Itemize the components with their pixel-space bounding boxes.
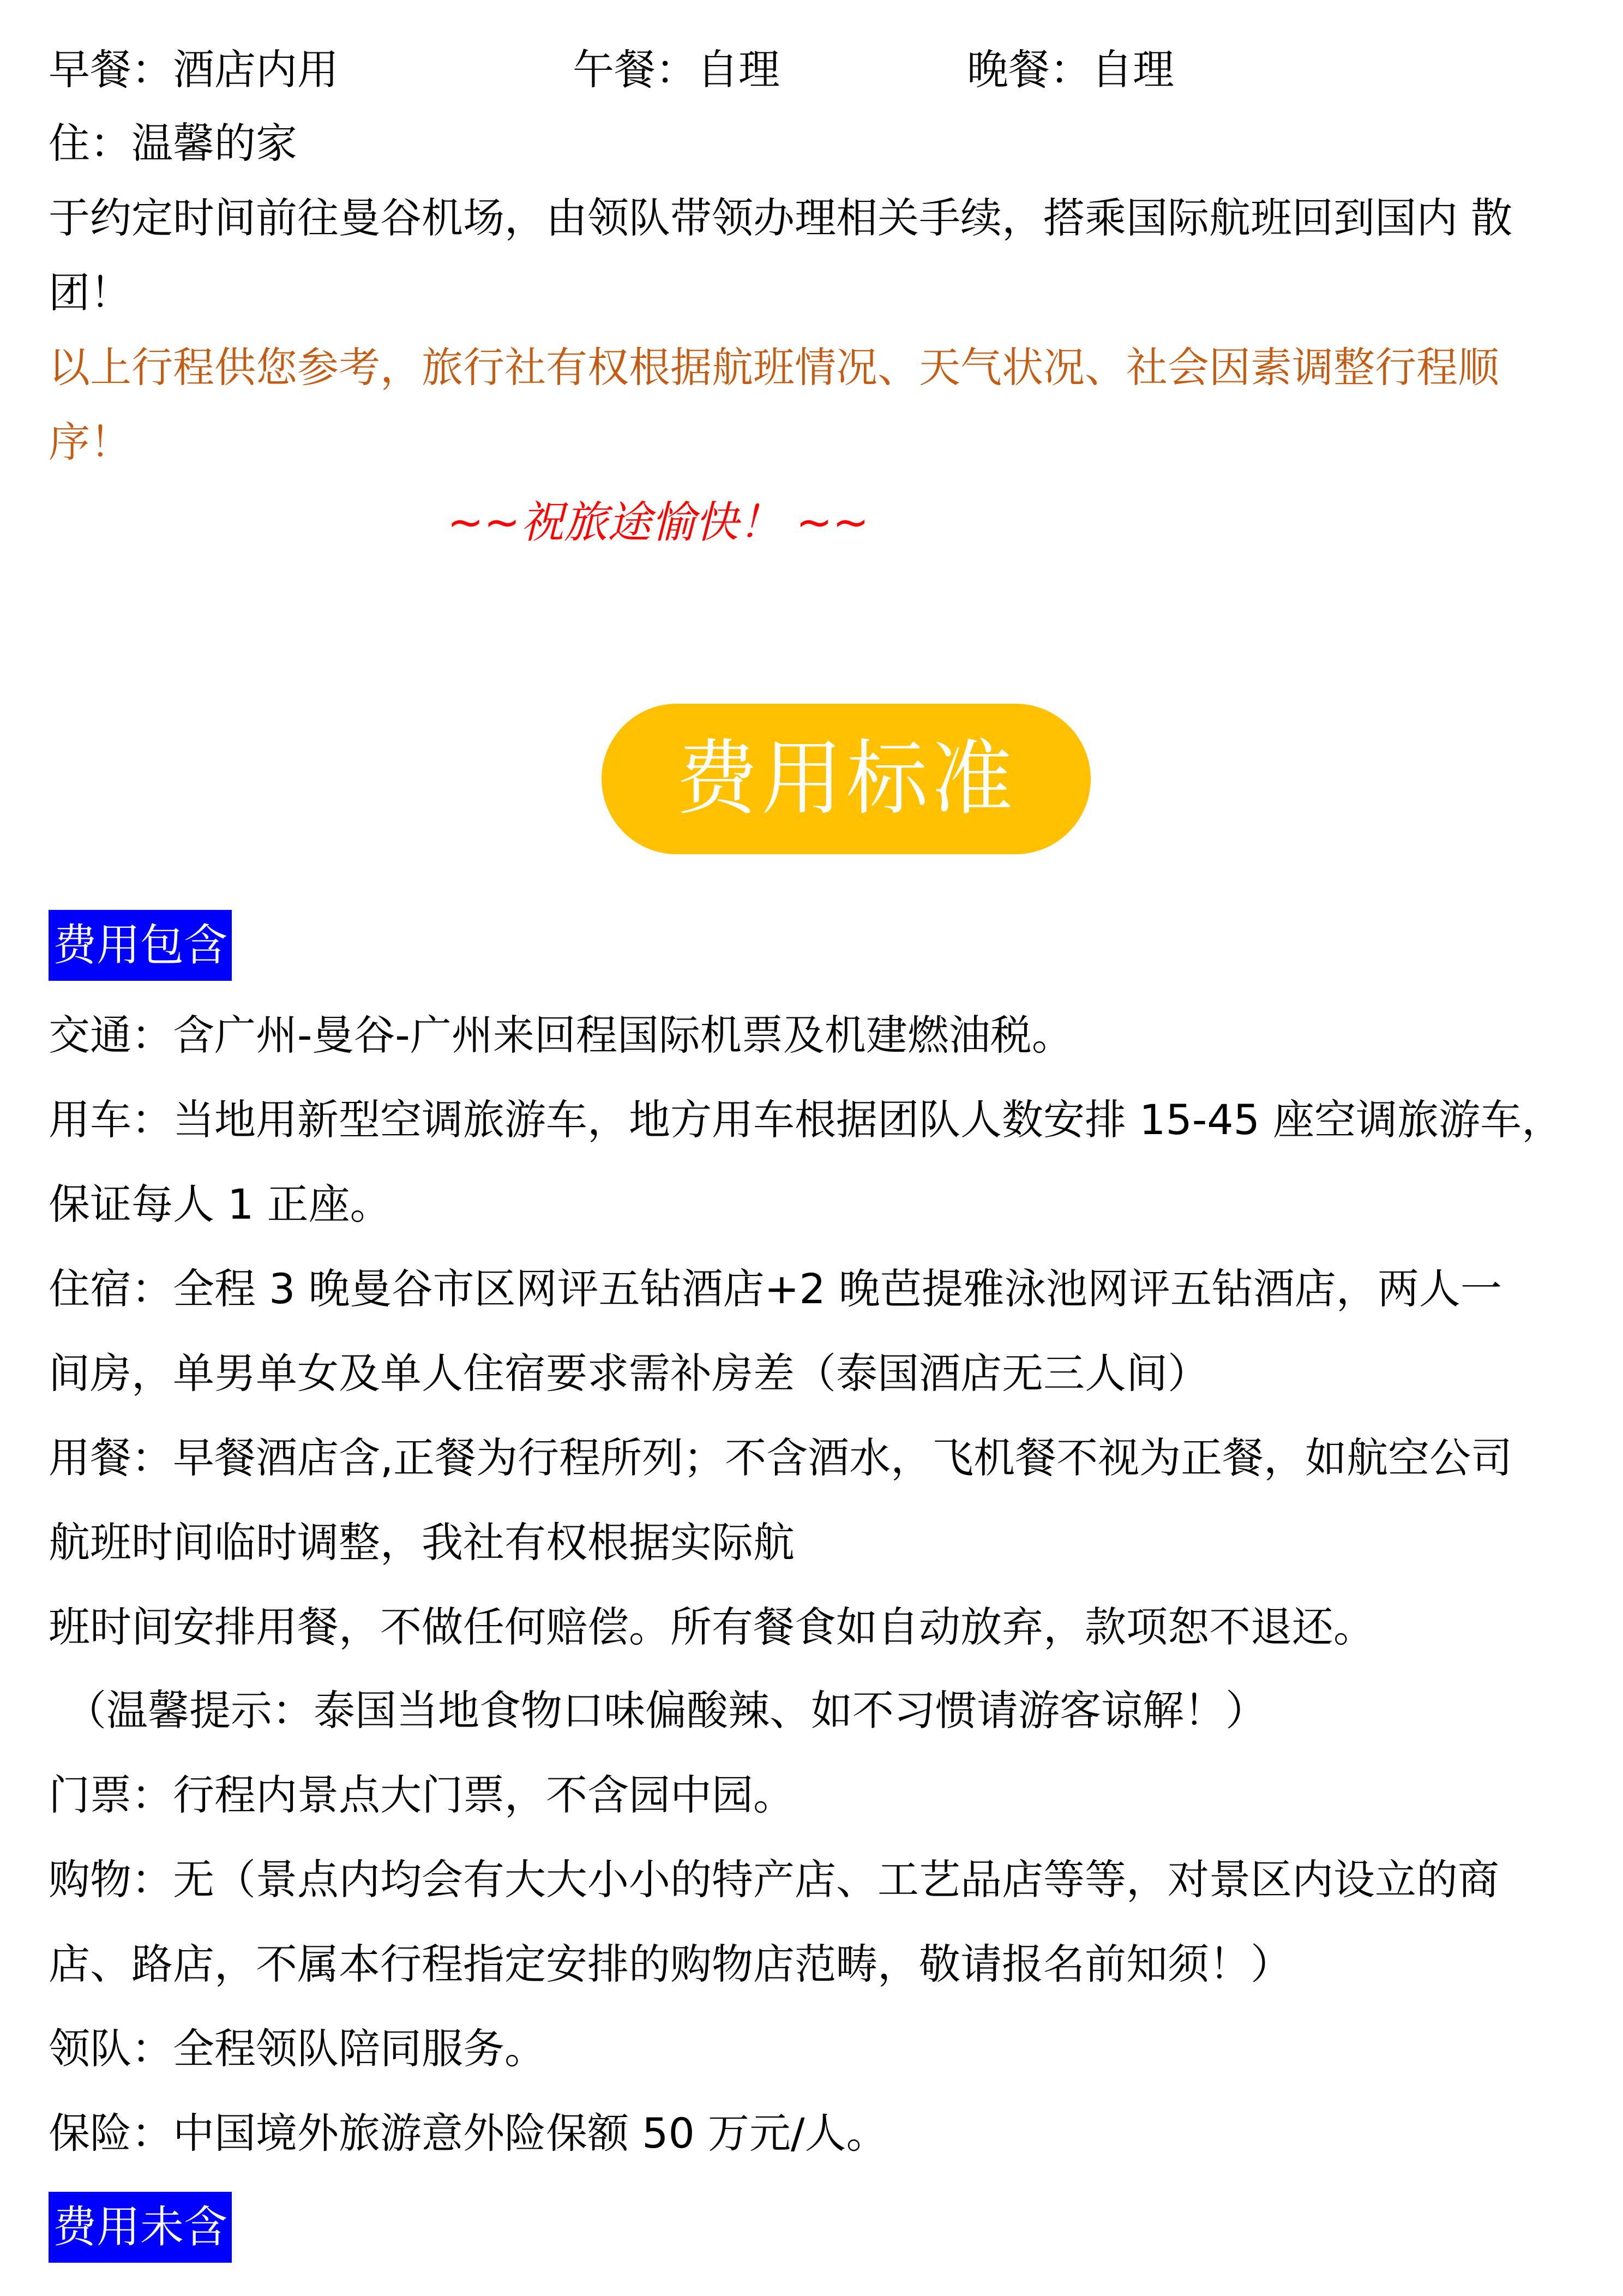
excluded-section-label: 费用未含 xyxy=(49,2192,232,2263)
included-line-meals-cont-2: 班时间安排用餐，不做任何赔偿。所有餐食如自动放弃，款项恕不退还。 xyxy=(49,1603,1375,1651)
included-section-label: 费用包含 xyxy=(49,910,232,981)
day-description-line-2: 团！ xyxy=(49,268,131,317)
included-line-hotel-cont: 间房，单男单女及单人住宿要求需补房差（泰国酒店无三人间） xyxy=(49,1349,1209,1398)
notice-line-1: 以上行程供您参考，旅行社有权根据航班情况、天气状况、社会因素调整行程顺 xyxy=(49,343,1499,392)
included-line-tickets: 门票：行程内景点大门票，不含园中园。 xyxy=(49,1771,795,1819)
included-line-hotel: 住宿：全程 3 晚曼谷市区网评五钻酒店+2 晚芭提雅泳池网评五钻酒店，两人一 xyxy=(49,1264,1502,1313)
included-line-shopping: 购物：无（景点内均会有大大小小的特产店、工艺品店等等，对景区内设立的商 xyxy=(49,1855,1499,1904)
included-line-meals: 用餐：早餐酒店含,正餐为行程所列；不含酒水，飞机餐不视为正餐，如航空公司 xyxy=(49,1434,1513,1482)
included-line-meals-cont-1: 航班时间临时调整，我社有权根据实际航 xyxy=(49,1518,795,1567)
included-line-guide: 领队：全程领队陪同服务。 xyxy=(49,2024,546,2073)
cost-standard-title: 费用标准 xyxy=(676,732,1017,826)
stay-text: 住：温馨的家 xyxy=(49,119,297,167)
notice-line-2: 序！ xyxy=(49,418,131,466)
cost-standard-banner xyxy=(602,704,1091,854)
included-line-transport: 交通：含广州-曼谷-广州来回程国际机票及机建燃油税。 xyxy=(49,1011,1073,1059)
included-line-vehicle-cont: 保证每人 1 正座。 xyxy=(49,1180,392,1228)
lunch-text: 午餐：自理 xyxy=(573,45,780,94)
included-line-shopping-cont: 店、路店，不属本行程指定安排的购物店范畴，敬请报名前知须！） xyxy=(49,1940,1292,1988)
dinner-text: 晚餐：自理 xyxy=(967,45,1174,94)
included-line-insurance: 保险：中国境外旅游意外险保额 50 万元/人。 xyxy=(49,2109,888,2157)
day-description-line-1: 于约定时间前往曼谷机场，由领队带领办理相关手续，搭乘国际航班回到国内 散 xyxy=(49,194,1513,242)
included-line-tip: （温馨提示：泰国当地食物口味偏酸辣、如不习惯请游客谅解！） xyxy=(65,1686,1267,1735)
breakfast-text: 早餐：酒店内用 xyxy=(49,45,339,94)
included-line-vehicle: 用车：当地用新型空调旅游车，地方用车根据团队人数安排 15-45 座空调旅游车， xyxy=(49,1095,1564,1144)
farewell-text: ~~祝旅途愉快！ ~~ xyxy=(447,497,869,548)
